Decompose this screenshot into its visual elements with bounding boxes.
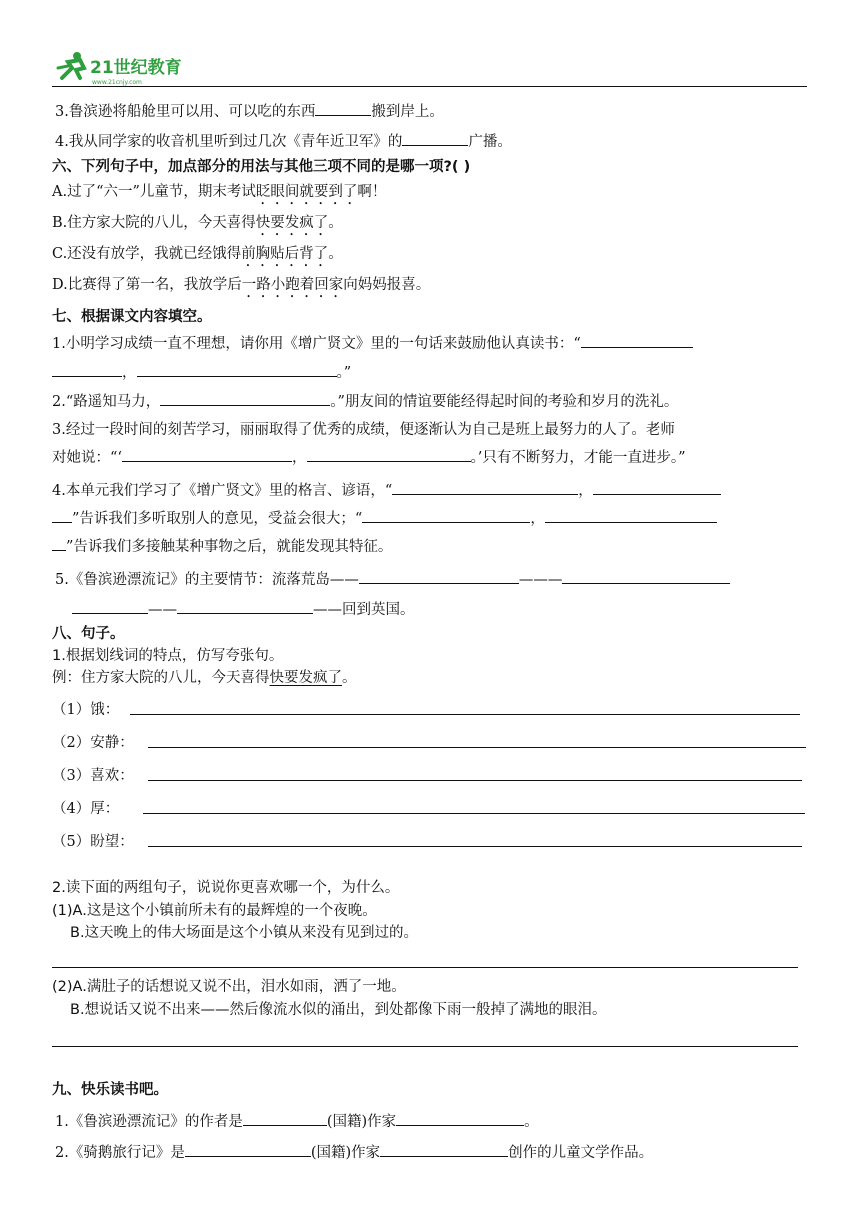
q7-5-dash: ——— [518, 572, 563, 588]
q9-1-tail: 。 [524, 1114, 539, 1130]
q7-4-tail: ”告诉我们多接触某种事物之后，就能发现其特征。 [66, 539, 393, 555]
q9-1-mid: (国籍)作家 [326, 1114, 397, 1130]
item-3-text: 3.鲁滨逊将船舱里可以用、可以吃的东西 [55, 104, 316, 120]
blank[interactable] [185, 1141, 311, 1157]
blank[interactable] [545, 507, 717, 523]
option-b [52, 211, 343, 239]
q7-3-text: 对她说：“‘ [52, 450, 123, 466]
blank[interactable] [243, 1110, 327, 1126]
q7-4-text: 4.本单元我们学习了《增广贤文》里的格言、谚语，“ [52, 483, 393, 499]
q7-5-dash2: —— [148, 602, 177, 618]
q7-5-text: 5.《鲁滨逊漂流记》的主要情节：流落荒岛—— [55, 572, 359, 588]
q7-5-line1 [55, 568, 730, 589]
item-4-text: 4.我从同学家的收音机里听到过几次《青年近卫军》的 [55, 134, 403, 150]
runner-icon [58, 52, 84, 78]
option-d [52, 273, 430, 301]
logo-21cnjy [52, 48, 192, 88]
blank[interactable] [396, 1110, 524, 1126]
section-6-title: 六、下列句子中，加点部分的用法与其他三项不同的是哪一项?( ) [52, 159, 471, 175]
q9-2-text: 2.《骑鹅旅行记》是 [55, 1145, 185, 1161]
section-7-title: 七、根据课文内容填空。 [52, 309, 212, 325]
group-2-a: (2)A.满肚子的话想说又说不出，泪水如雨，洒了一地。 [52, 979, 406, 995]
answer-line-g1[interactable] [52, 967, 798, 968]
example-underlined: 快要发疯了 [269, 670, 342, 686]
section-9-title: 九、快乐读书吧。 [52, 1082, 168, 1098]
blank[interactable] [52, 535, 66, 551]
option-d-dotted: 一路小跑着回家 [241, 277, 344, 293]
blank[interactable] [315, 100, 371, 116]
q8-1-title: 1.根据划线词的特点，仿写夸张句。 [52, 648, 284, 664]
answer-line-g2[interactable] [52, 1046, 798, 1047]
blank[interactable] [392, 479, 578, 495]
blank[interactable] [137, 361, 337, 377]
group-2-b: B.想说话又说不出来——然后像流水似的涌出，到处都像下雨一般掉了满地的眼泪。 [70, 1002, 607, 1018]
q9-2 [55, 1141, 653, 1162]
prompt-2: （2）安静： [52, 735, 134, 751]
blank[interactable] [52, 361, 122, 377]
q7-1-tail: 。” [336, 365, 352, 381]
option-b-tail: 。 [328, 215, 343, 231]
blank[interactable] [160, 390, 330, 406]
q7-4-comma: ， [578, 483, 593, 499]
prompt-1: （1）饿： [52, 702, 120, 718]
logo-sub: www.21cnjy.com [92, 79, 142, 86]
blank[interactable] [122, 446, 292, 462]
prompt-4: （4）厚： [52, 801, 120, 817]
option-d-tail: 向妈妈报喜。 [343, 277, 431, 293]
q7-4-line2 [52, 507, 717, 528]
q7-3-line1: 3.经过一段时间的刻苦学习，丽丽取得了优秀的成绩，便逐渐认为自己是班上最努力的人了。老师 [52, 422, 675, 438]
q7-4-line3 [52, 535, 392, 556]
prompt-3: （3）喜欢： [52, 768, 134, 784]
q8-1-example [52, 666, 357, 687]
blank[interactable] [581, 332, 693, 348]
q7-5-line2 [72, 598, 415, 619]
q7-1-line1 [52, 332, 693, 353]
q7-5-tail: ——回到英国。 [313, 602, 415, 618]
blank[interactable] [402, 130, 468, 146]
q7-4-comma2: ， [530, 511, 545, 527]
group-1-a: (1)A.这是这个小镇前所未有的最辉煌的一个夜晚。 [52, 903, 377, 919]
section-8-title: 八、句子。 [52, 626, 125, 642]
header-rule [52, 86, 807, 87]
q7-4-line1 [52, 479, 721, 500]
blank[interactable] [52, 507, 72, 523]
blank[interactable] [562, 568, 730, 584]
option-c-tail: 。 [328, 246, 343, 262]
example-text: 例：住方家大院的八儿，今天喜得 [52, 670, 270, 686]
option-a-text: A.过了“六一”儿童节，期末考试 [52, 184, 256, 200]
prompt-5: （5）盼望： [52, 834, 134, 850]
blank[interactable] [177, 598, 313, 614]
q7-4-mid: ”告诉我们多听取别人的意见，受益会很大；“ [72, 511, 363, 527]
item-3 [55, 100, 444, 121]
option-b-text: B.住方家大院的八儿，今天喜得 [52, 215, 256, 231]
option-c-dotted: 前胸贴后背了 [241, 246, 329, 262]
blank[interactable] [359, 568, 519, 584]
answer-line-5[interactable] [148, 846, 802, 847]
answer-line-4[interactable] [143, 813, 805, 814]
option-c [52, 242, 343, 270]
option-a-dotted: 眨眼间就要到了 [255, 184, 358, 200]
item-3-tail: 搬到岸上。 [371, 104, 444, 120]
q9-1 [55, 1110, 539, 1131]
option-b-dotted: 快要发疯了 [255, 215, 329, 231]
option-d-text: D.比赛得了第一名，我放学后 [52, 277, 242, 293]
blank[interactable] [307, 446, 471, 462]
q7-2-text: 2.“路遥知马力， [52, 394, 161, 410]
blank[interactable] [72, 598, 148, 614]
q7-1-comma: ， [122, 365, 137, 381]
q7-3-line2 [52, 446, 686, 467]
q7-3-comma: ， [292, 450, 307, 466]
q7-1-text: 1.小明学习成绩一直不理想，请你用《增广贤文》里的一句话来鼓励他认真读书：“ [52, 336, 581, 352]
option-c-text: C.还没有放学，我就已经饿得 [52, 246, 242, 262]
q7-1-line2 [52, 361, 351, 382]
blank[interactable] [593, 479, 721, 495]
logo-text: 21世纪教育 [90, 58, 182, 78]
q8-2-title: 2.读下面的两组句子，说说你更喜欢哪一个，为什么。 [52, 880, 400, 896]
q9-1-text: 1.《鲁滨逊漂流记》的作者是 [55, 1114, 243, 1130]
answer-line-1[interactable] [130, 714, 800, 715]
group-1-b: B.这天晚上的伟大场面是这个小镇从来没有见到过的。 [70, 925, 419, 941]
answer-line-3[interactable] [148, 780, 802, 781]
blank[interactable] [380, 1141, 508, 1157]
q9-2-mid: (国籍)作家 [310, 1145, 381, 1161]
q7-3-tail: 。’只有不断努力，才能一直进步。” [470, 450, 686, 466]
item-4 [55, 130, 512, 151]
example-tail: 。 [342, 670, 357, 686]
q9-2-tail: 创作的儿童文学作品。 [508, 1145, 654, 1161]
q7-2 [52, 390, 678, 411]
answer-line-2[interactable] [148, 747, 806, 748]
q7-2-tail: 。”朋友间的情谊要能经得起时间的考验和岁月的洗礼。 [330, 394, 679, 410]
item-4-tail: 广播。 [468, 134, 512, 150]
option-a [52, 180, 386, 208]
option-a-tail: 啊！ [357, 184, 387, 200]
blank[interactable] [362, 507, 530, 523]
